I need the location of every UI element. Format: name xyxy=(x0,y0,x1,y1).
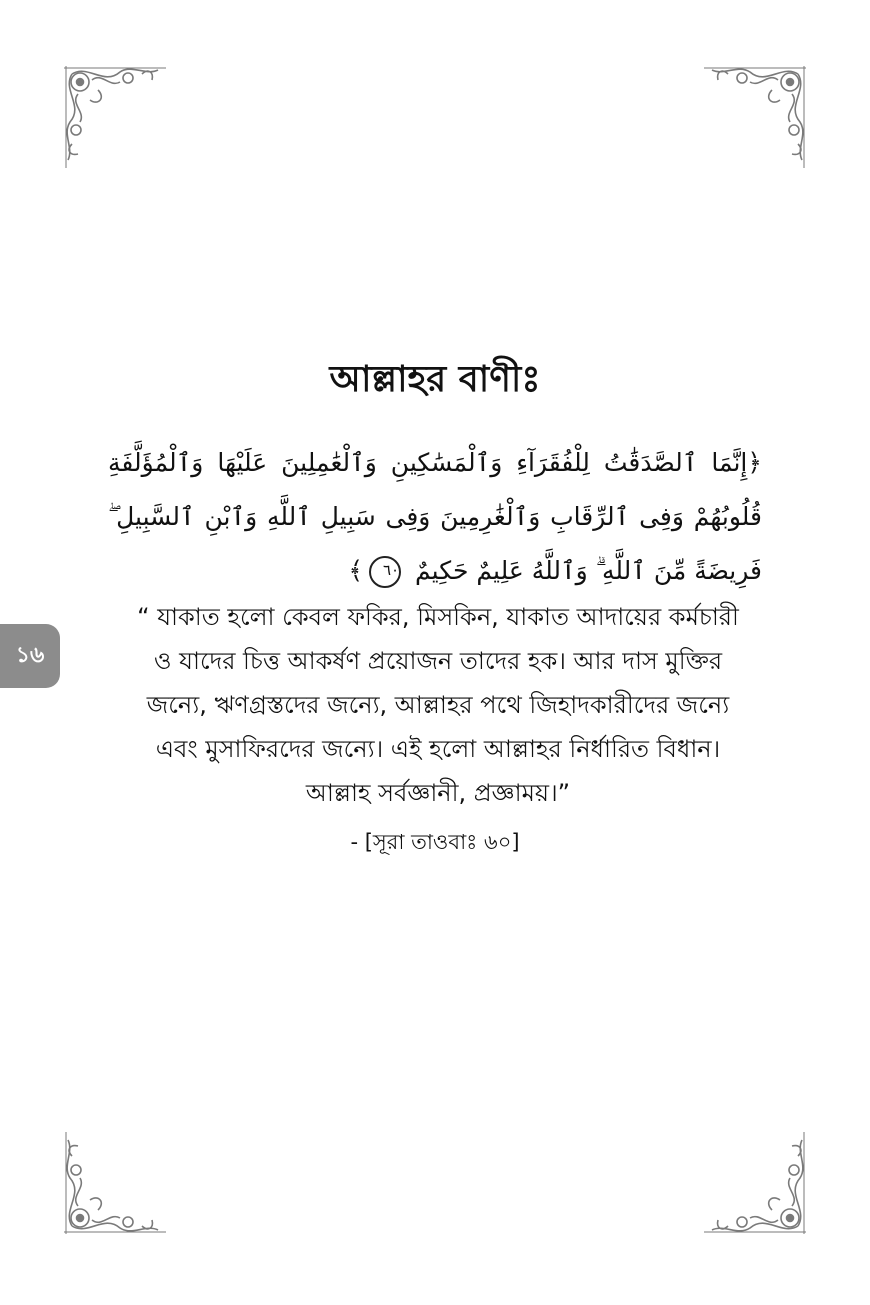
verse-reference: - [সূরা তাওবাঃ ৬০] xyxy=(350,830,520,854)
translation-line: “ যাকাত হলো কেবল ফকির, মিসকিন, যাকাত আদায়ের কর্মচারী xyxy=(137,603,739,631)
translation-line: এবং মুসাফিরদের জন্যে। এই হলো আল্লাহর নির্ধারিত বিধান। xyxy=(155,735,721,763)
corner-ornament-bottom-right xyxy=(700,1128,812,1240)
verse-end-mark: ﴾ xyxy=(348,556,364,585)
arabic-verse xyxy=(108,436,762,598)
page-number-tab xyxy=(0,624,60,688)
corner-ornament-bottom-left xyxy=(58,1128,170,1240)
page-number: ১৬ xyxy=(15,642,45,668)
arabic-verse-text: ﴿إِنَّمَا ٱلصَّدَقَٰتُ لِلْفُقَرَآءِ وَٱلْمَسَٰكِينِ وَٱلْعَٰمِلِينَ عَلَيْهَا وَٱلْمُؤَلَّفَةِ قُلُوبُهُمْ وَفِى ٱلرِّقَابِ وَٱلْغَٰرِمِينَ وَفِى سَبِيلِ ٱللَّهِ وَٱبْنِ ٱلسَّبِيلِ ۖ فَرِيضَةً مِّنَ ٱللَّهِ ۗ وَٱللَّهُ عَلِيمٌ حَكِيمٌ xyxy=(108,448,762,585)
translation-line: আল্লাহ সর্বজ্ঞানী, প্রজ্ঞাময়।” xyxy=(305,779,571,807)
ayah-number-marker: ٦٠ xyxy=(369,556,401,588)
page-title: আল্লাহর বাণীঃ xyxy=(329,359,541,400)
translation-line: জন্যে, ঋণগ্রস্তদের জন্যে, আল্লাহর পথে জিহাদকারীদের জন্যে xyxy=(146,691,730,719)
corner-ornament-top-left xyxy=(58,60,170,172)
translation-line: ও যাদের চিত্ত আকর্ষণ প্রয়োজন তাদের হক। আর দাস মুক্তির xyxy=(153,647,723,675)
corner-ornament-top-right xyxy=(700,60,812,172)
bengali-translation xyxy=(108,595,768,815)
